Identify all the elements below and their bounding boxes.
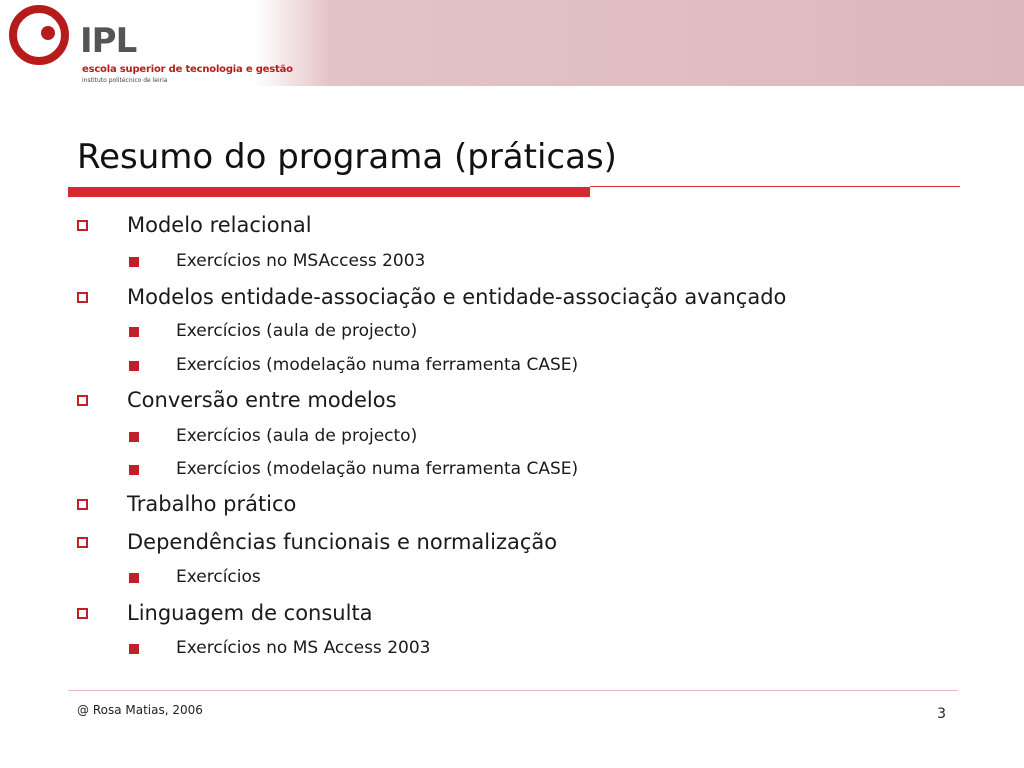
logo-institute-name: instituto politécnico de leiria bbox=[82, 77, 168, 84]
hollow-square-bullet-icon bbox=[77, 220, 88, 231]
list-item-text: Exercícios bbox=[176, 567, 261, 587]
list-item bbox=[0, 210, 1024, 240]
ipl-logo-icon bbox=[7, 3, 71, 67]
list-item-text: Modelo relacional bbox=[127, 213, 312, 237]
list-item bbox=[0, 246, 1024, 276]
hollow-square-bullet-icon bbox=[77, 292, 88, 303]
list-item-text: Exercícios (modelação numa ferramenta CASE) bbox=[176, 459, 579, 479]
hollow-square-bullet-icon bbox=[77, 608, 88, 619]
list-item-text: Exercícios (aula de projecto) bbox=[176, 426, 418, 446]
list-item-text: Exercícios (modelação numa ferramenta CASE) bbox=[176, 355, 579, 375]
list-item-text: Modelos entidade-associação e entidade-associação avançado bbox=[127, 285, 787, 309]
list-item bbox=[0, 527, 1024, 557]
filled-square-bullet-icon bbox=[129, 361, 139, 371]
filled-square-bullet-icon bbox=[129, 327, 139, 337]
list-item bbox=[0, 454, 1024, 484]
footer-author: @ Rosa Matias, 2006 bbox=[77, 703, 203, 717]
list-item-text: Conversão entre modelos bbox=[127, 388, 397, 412]
list-item bbox=[0, 489, 1024, 519]
list-item bbox=[0, 350, 1024, 380]
filled-square-bullet-icon bbox=[129, 573, 139, 583]
logo-school-name: escola superior de tecnologia e gestão bbox=[82, 64, 293, 75]
list-item-text: Trabalho prático bbox=[127, 492, 297, 516]
list-item-text: Linguagem de consulta bbox=[127, 601, 373, 625]
list-item bbox=[0, 562, 1024, 592]
list-item-text: Exercícios no MS Access 2003 bbox=[176, 638, 431, 658]
list-item bbox=[0, 633, 1024, 663]
filled-square-bullet-icon bbox=[129, 257, 139, 267]
list-item-text: Dependências funcionais e normalização bbox=[127, 530, 558, 554]
filled-square-bullet-icon bbox=[129, 465, 139, 475]
hollow-square-bullet-icon bbox=[77, 537, 88, 548]
hollow-square-bullet-icon bbox=[77, 499, 88, 510]
list-item bbox=[0, 282, 1024, 312]
title-underline-thin bbox=[590, 186, 960, 187]
slide-title: Resumo do programa (práticas) bbox=[77, 137, 617, 177]
footer-divider bbox=[68, 690, 958, 691]
list-item bbox=[0, 598, 1024, 628]
list-item bbox=[0, 385, 1024, 415]
list-item-text: Exercícios (aula de projecto) bbox=[176, 321, 418, 341]
title-underline-thick bbox=[68, 187, 590, 197]
hollow-square-bullet-icon bbox=[77, 395, 88, 406]
list-item-text: Exercícios no MSAccess 2003 bbox=[176, 251, 426, 271]
filled-square-bullet-icon bbox=[129, 644, 139, 654]
list-item bbox=[0, 316, 1024, 346]
page-number: 3 bbox=[937, 706, 946, 722]
list-item bbox=[0, 421, 1024, 451]
logo-name: IPL bbox=[80, 21, 137, 61]
filled-square-bullet-icon bbox=[129, 432, 139, 442]
